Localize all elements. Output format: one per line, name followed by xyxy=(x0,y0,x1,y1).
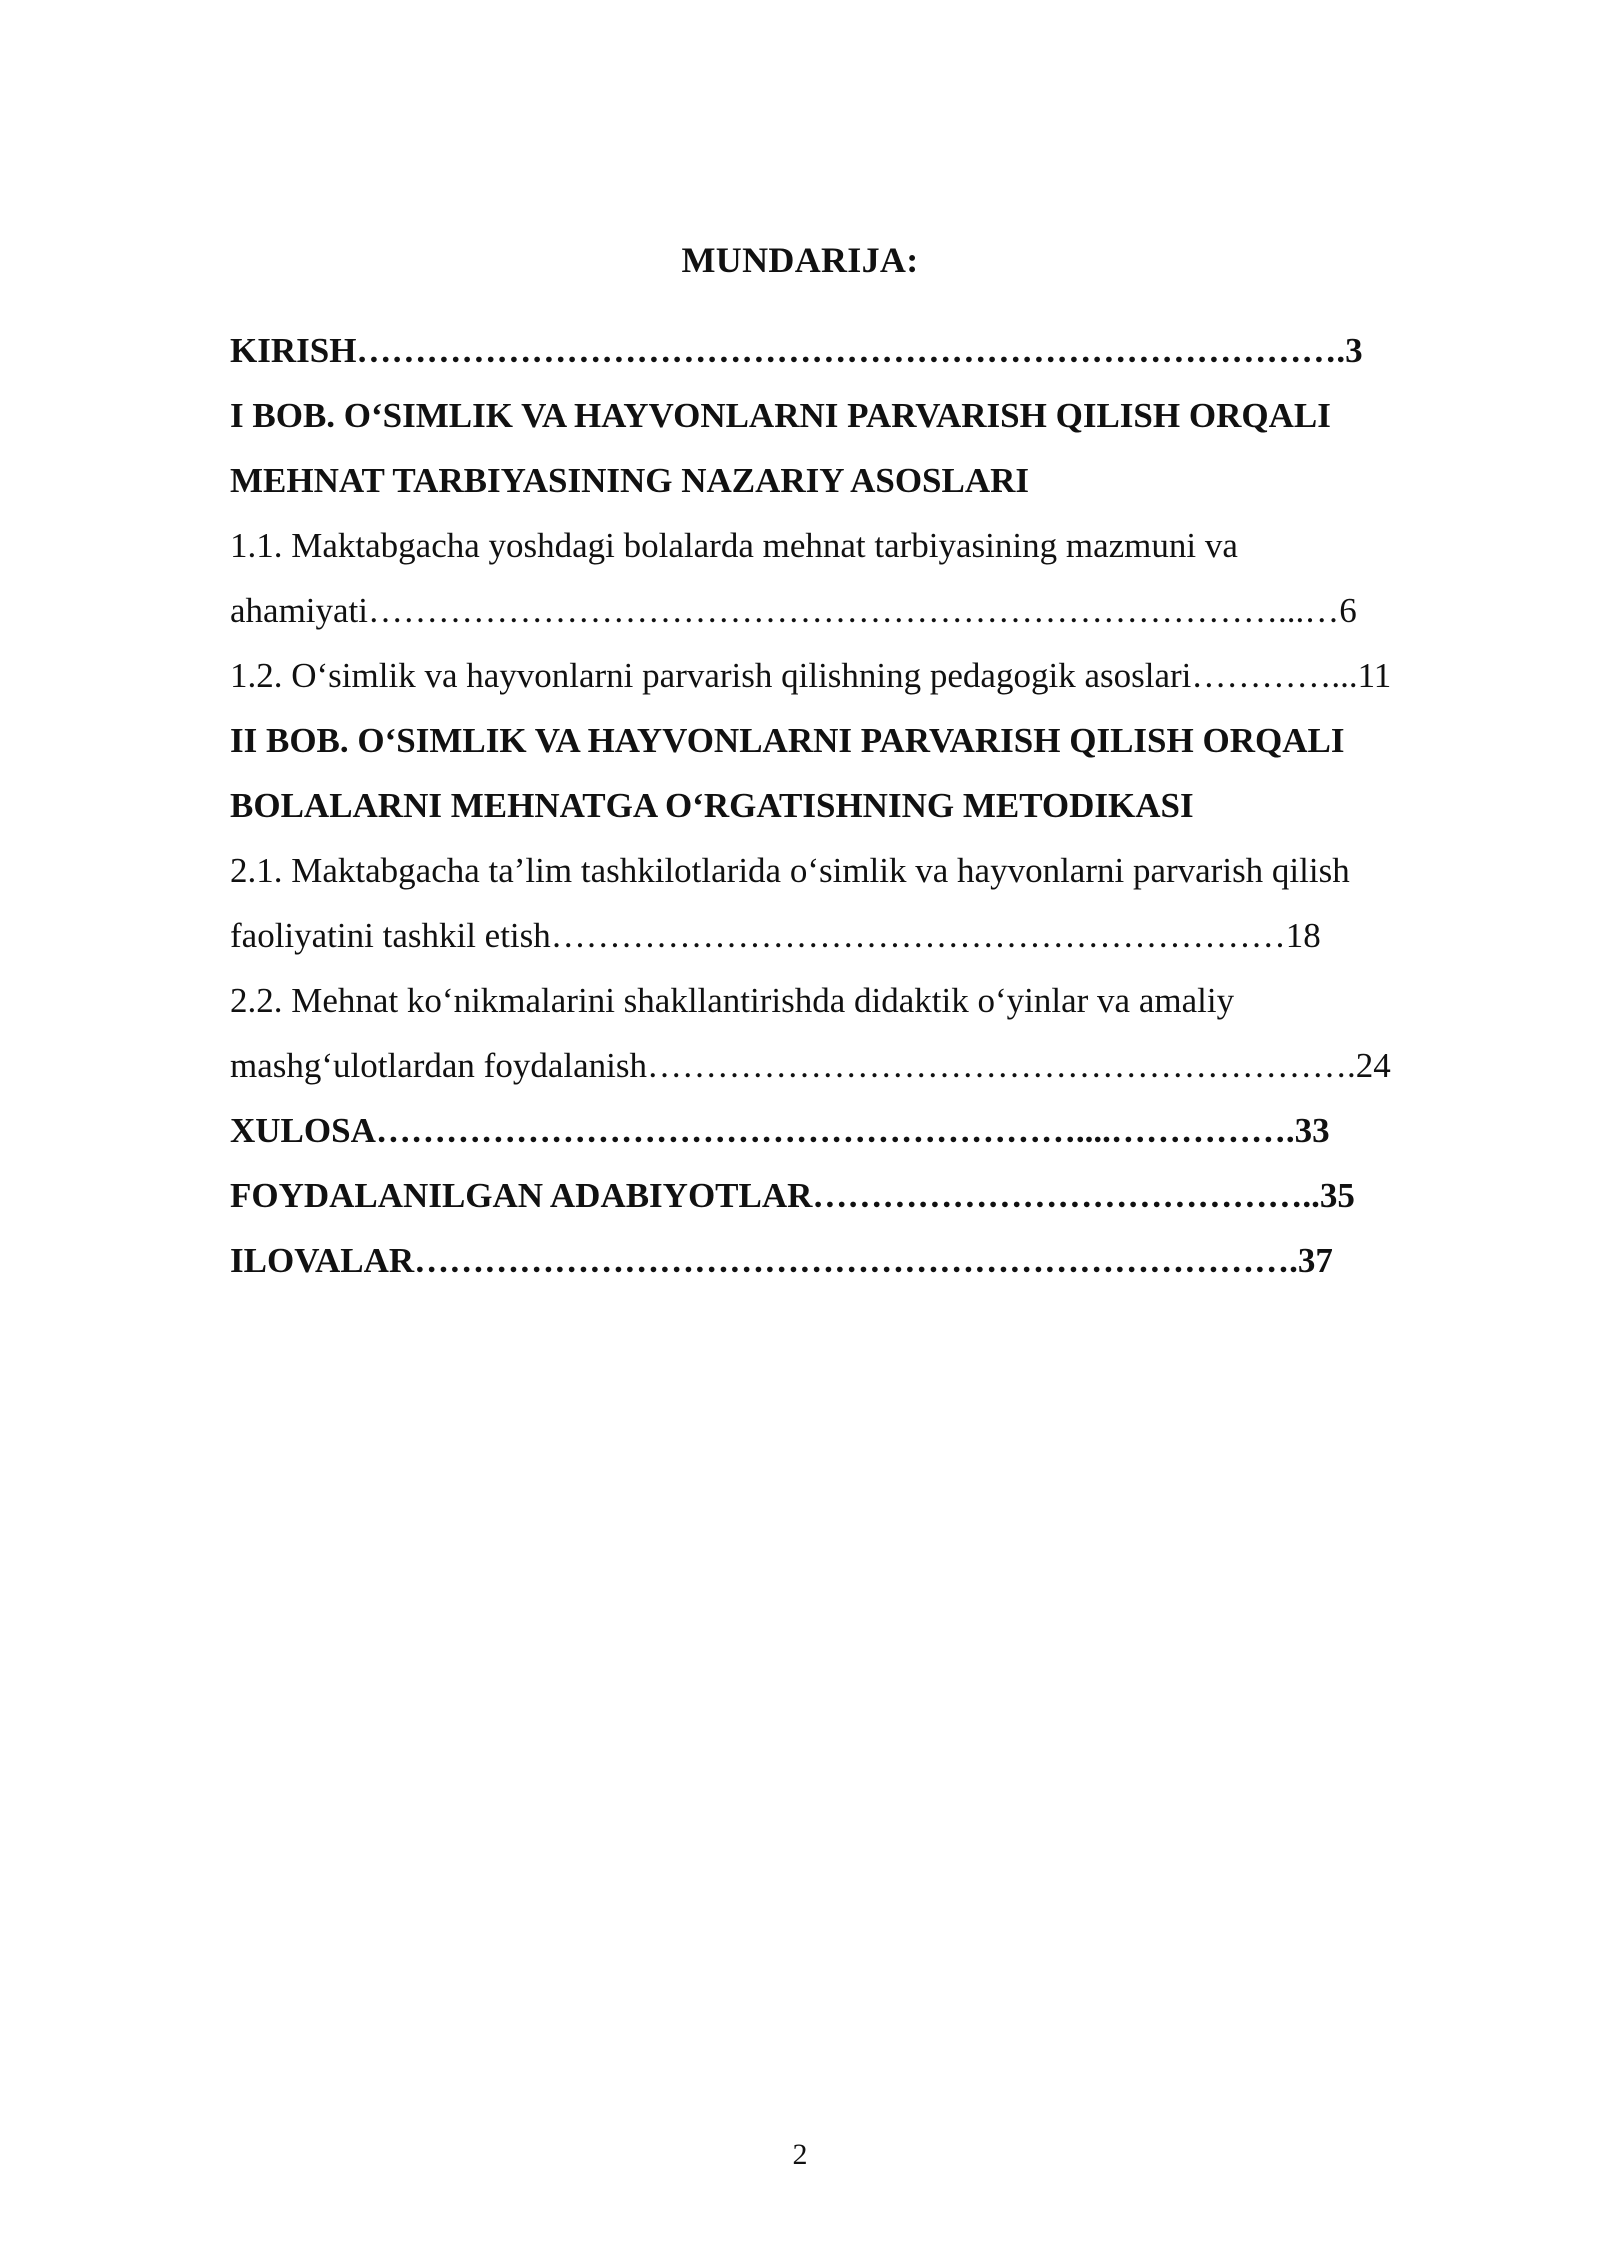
toc-chapter-2-title-line-1 xyxy=(230,708,1490,773)
toc-chapter-1-title-line-1 xyxy=(230,383,1490,448)
toc-section-1-1-line-2 xyxy=(230,578,1490,643)
toc-section-text: 1.1. Maktabgacha yoshdagi bolalarda mehnat tarbiyasining mazmuni va xyxy=(230,526,1238,565)
toc-entry-kirish xyxy=(230,318,1490,383)
toc-entry-text: ILOVALAR………………………………………………………………….37 xyxy=(230,1241,1333,1280)
table-of-contents xyxy=(230,318,1490,1293)
toc-entry-text: XULOSA……………………………………………………....…………….33 xyxy=(230,1111,1330,1150)
toc-section-text: mashg‘ulotlardan foydalanish…………………………………………………….24 xyxy=(230,1046,1391,1085)
toc-chapter-title-text: MEHNAT TARBIYASINING NAZARIY ASOSLARI xyxy=(230,461,1030,500)
toc-section-text: ahamiyati……………………………………………………………………...…6 xyxy=(230,591,1357,630)
toc-entry-text: KIRISH………………………………………………………………………….3 xyxy=(230,331,1363,370)
toc-section-2-2-line-1 xyxy=(230,968,1490,1033)
toc-section-text: 2.2. Mehnat ko‘nikmalarini shakllantirishda didaktik o‘yinlar va amaliy xyxy=(230,981,1235,1020)
toc-chapter-title-text: I BOB. O‘SIMLIK VA HAYVONLARNI PARVARISH QILISH ORQALI xyxy=(230,396,1331,435)
toc-chapter-1-title-line-2 xyxy=(230,448,1490,513)
toc-entry-foydalanilgan-adabiyotlar xyxy=(230,1163,1490,1228)
toc-section-1-1-line-1 xyxy=(230,513,1490,578)
toc-section-2-2-line-2 xyxy=(230,1033,1490,1098)
page-number: 2 xyxy=(792,2138,808,2171)
toc-section-text: 1.2. O‘simlik va hayvonlarni parvarish qilishning pedagogik asoslari…………...11 xyxy=(230,656,1392,695)
toc-section-text: 2.1. Maktabgacha ta’lim tashkilotlarida o‘simlik va hayvonlarni parvarish qilish xyxy=(230,851,1350,890)
toc-chapter-2-title-line-2 xyxy=(230,773,1490,838)
toc-entry-xulosa xyxy=(230,1098,1490,1163)
page-title: MUNDARIJA: xyxy=(681,240,919,280)
toc-entry-ilovalar xyxy=(230,1228,1490,1293)
toc-section-2-1-line-2 xyxy=(230,903,1490,968)
toc-entry-text: FOYDALANILGAN ADABIYOTLAR……………………………………..35 xyxy=(230,1176,1355,1215)
toc-section-2-1-line-1 xyxy=(230,838,1490,903)
toc-chapter-title-text: BOLALARNI MEHNATGA O‘RGATISHNING METODIKASI xyxy=(230,786,1194,825)
toc-section-1-2 xyxy=(230,643,1490,708)
toc-section-text: faoliyatini tashkil etish………………………………………………………18 xyxy=(230,916,1321,955)
toc-chapter-title-text: II BOB. O‘SIMLIK VA HAYVONLARNI PARVARISH QILISH ORQALI xyxy=(230,721,1345,760)
